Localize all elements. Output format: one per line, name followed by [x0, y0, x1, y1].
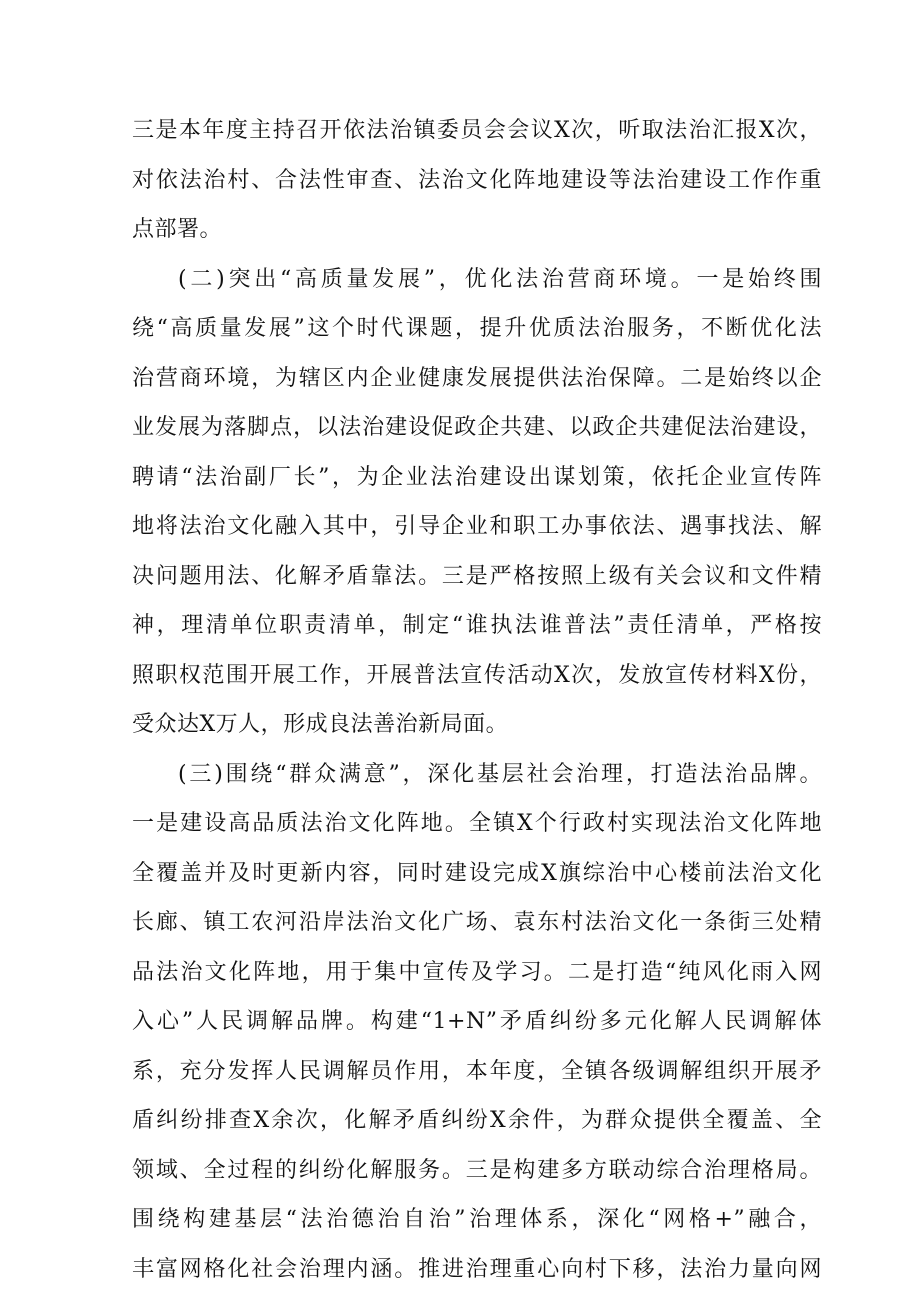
text-line: (二)突出“高质量发展”，优化法治营商环境。一是始终围 [178, 266, 822, 292]
text-line: 受众达X万人，形成良法善治新局面。 [132, 712, 509, 737]
text-line: 长廊、镇工农河沿岸法治文化广场、袁东村法治文化一条街三处精 [132, 910, 822, 935]
text-line: 聘请“法治副厂长”，为企业法治建设出谋划策，依托企业宣传阵 [132, 464, 822, 490]
text-line: 丰富网格化社会治理内涵。推进治理重心向村下移，法治力量向网 [132, 1256, 822, 1282]
text-line: 决问题用法、化解矛盾靠法。三是严格按照上级有关会议和文件精 [132, 563, 822, 589]
text-line: 三是本年度主持召开依法治镇委员会会议X次，听取法治汇报X次， [132, 118, 822, 143]
text-line: 全覆盖并及时更新内容，同时建设完成X旗综治中心楼前法治文化 [132, 860, 822, 886]
text-line: 点部署。 [132, 217, 223, 242]
text-line: 一是建设高品质法治文化阵地。全镇X个行政村实现法治文化阵地 [132, 811, 822, 836]
text-line: 神，理清单位职责清单，制定“谁执法谁普法”责任清单，严格按 [132, 613, 822, 638]
text-line: 品法治文化阵地，用于集中宣传及学习。二是打造“纯风化雨入网 [132, 959, 822, 985]
text-line: 照职权范围开展工作，开展普法宣传活动X次，发放宣传材料X份， [132, 662, 822, 688]
text-line: 治营商环境，为辖区内企业健康发展提供法治保障。二是始终以企 [132, 365, 822, 391]
text-line: (三)围绕“群众满意”，深化基层社会治理，打造法治品牌。 [178, 761, 822, 787]
text-line: 对依法治村、合法性审查、法治文化阵地建设等法治建设工作作重 [132, 167, 822, 193]
text-line: 领域、全过程的纠纷化解服务。三是构建多方联动综合治理格局。 [132, 1157, 822, 1183]
text-line: 入心”人民调解品牌。构建“1+N”矛盾纠纷多元化解人民调解体 [132, 1009, 822, 1034]
text-line: 盾纠纷排查X余次，化解矛盾纠纷X余件，为群众提供全覆盖、全 [132, 1108, 822, 1133]
text-line: 围绕构建基层“法治德治自治”治理体系，深化“网格+”融合， [132, 1207, 822, 1232]
text-line: 业发展为落脚点，以法治建设促政企共建、以政企共建促法治建设， [132, 415, 822, 440]
text-line: 系，充分发挥人民调解员作用，本年度，全镇各级调解组织开展矛 [132, 1058, 822, 1084]
text-line: 绕“高质量发展”这个时代课题，提升优质法治服务，不断优化法 [132, 316, 822, 341]
text-line: 地将法治文化融入其中，引导企业和职工办事依法、遇事找法、解 [132, 514, 822, 539]
document-body [132, 106, 822, 1294]
